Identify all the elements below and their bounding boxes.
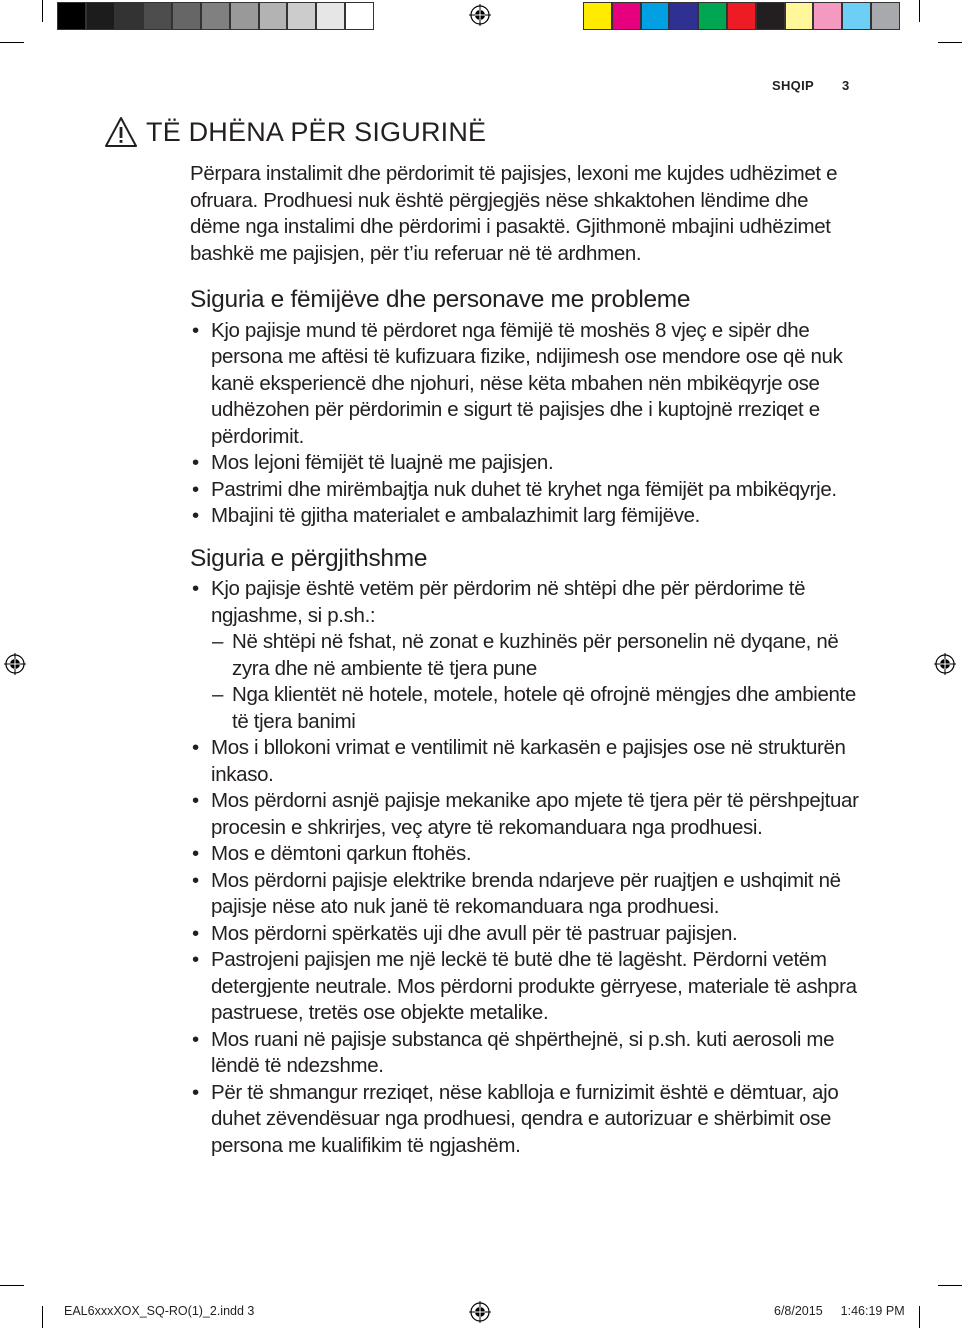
gray-swatch-3 (115, 2, 144, 30)
general-safety-heading: Siguria e përgjithshme (190, 544, 428, 572)
gray-swatch-8 (259, 2, 288, 30)
color-swatch-5 (698, 2, 727, 30)
safety-content (190, 161, 862, 1159)
list-item: • Për të shmangur rreziqet, nëse kablloja e furnizimit është e dëmtuar, ajo duhet zëvendësuar nga prodhuesi, qendra e autorizuar e shërbimit ose persona me kualifikim të ngjashëm. (190, 1080, 862, 1160)
page-title: TË DHËNA PËR SIGURINË (146, 116, 487, 147)
crop-mark (919, 0, 920, 22)
language-label: SHQIP (772, 78, 814, 93)
footer-date: 6/8/2015 (774, 1304, 823, 1318)
list-item-text: Kjo pajisje është vetëm për përdorim në shtëpi dhe për përdorime të ngjashme, si p.sh.: (211, 577, 806, 627)
list-item: • Pastrimi dhe mirëmbajtja nuk duhet të kryhet nga fëmijët pa mbikëqyrje. (190, 477, 862, 504)
color-swatch-6 (727, 2, 756, 30)
gray-swatch-1 (57, 2, 86, 30)
color-swatch-3 (641, 2, 670, 30)
gray-swatch-11 (345, 2, 374, 30)
crop-mark (919, 1306, 920, 1328)
registration-mark-right (934, 653, 956, 675)
list-item: • Mbajini të gjitha materialet e ambalazhimit larg fëmijëve. (190, 503, 862, 530)
general-safety-list (190, 576, 862, 1159)
gray-swatch-10 (316, 2, 345, 30)
footer-filename: EAL6xxxXOX_SQ-RO(1)_2.indd 3 (64, 1304, 255, 1318)
list-item: • Mos përdorni asnjë pajisje mekanike apo mjete të tjera për të përshpejtuar procesin e shkrirjes, veç atyre të rekomanduara nga prodhuesi. (190, 788, 862, 841)
color-swatch-2 (612, 2, 641, 30)
crop-mark (938, 1285, 962, 1286)
crop-mark (0, 42, 24, 43)
color-swatch-7 (756, 2, 785, 30)
registration-mark-top (469, 4, 491, 26)
children-safety-list (190, 318, 862, 530)
gray-swatch-5 (172, 2, 201, 30)
color-swatch-8 (785, 2, 814, 30)
list-item: • Pastrojeni pajisjen me një leckë të butë dhe të lagësht. Përdorni vetëm detergjente neutrale. Mos përdorni produkte gërryese, materiale të ashpra pastruese, tretës ose objekte metalike. (190, 947, 862, 1027)
gray-swatch-9 (287, 2, 316, 30)
list-item: • Mos përdorni spërkatës uji dhe avull për të pastruar pajisjen. (190, 921, 862, 948)
footer-time: 1:46:19 PM (840, 1304, 905, 1318)
sub-list-item: – Nga klientët në hotele, motele, hotele që ofrojnë mëngjes dhe ambiente të tjera banimi (211, 682, 862, 735)
list-item: • Mos i bllokoni vrimat e ventilimit në karkasën e pajisjes ose në strukturën inkaso. (190, 735, 862, 788)
section-title (104, 116, 486, 148)
grayscale-color-bar (57, 2, 374, 30)
sub-list (211, 629, 862, 735)
process-color-bar (583, 2, 900, 30)
color-swatch-11 (871, 2, 900, 30)
crop-mark (0, 1285, 24, 1286)
crop-mark (938, 42, 962, 43)
gray-swatch-7 (230, 2, 259, 30)
crop-mark (42, 1306, 43, 1328)
page-number: 3 (841, 78, 850, 93)
running-header (772, 78, 850, 93)
list-item: • Mos e dëmtoni qarkun ftohës. (190, 841, 862, 868)
color-swatch-9 (813, 2, 842, 30)
footer-timestamp (774, 1304, 905, 1318)
color-swatch-1 (583, 2, 612, 30)
warning-triangle-icon (104, 116, 138, 148)
sub-list-item: – Në shtëpi në fshat, në zonat e kuzhinës për personelin në dyqane, në zyra dhe në ambiente të tjera pune (211, 629, 862, 682)
list-item: • Mos ruani në pajisje substanca që shpërthejnë, si p.sh. kuti aerosoli me lëndë të ndezshme. (190, 1027, 862, 1080)
list-item: • Mos përdorni pajisje elektrike brenda ndarjeve për ruajtjen e ushqimit në pajisje nëse ato nuk janë të rekomanduara nga prodhuesi. (190, 868, 862, 921)
color-swatch-4 (669, 2, 698, 30)
crop-mark (42, 0, 43, 22)
children-safety-heading: Siguria e fëmijëve dhe personave me probleme (190, 286, 691, 313)
registration-mark-left (4, 653, 26, 675)
list-item: • Kjo pajisje mund të përdoret nga fëmijë të moshës 8 vjeç e sipër dhe persona me aftësi të kufizuara fizike, ndijimesh ose mendore ose që nuk kanë eksperiencë dhe njohuri, nëse këta mbahen nën mbikëqyrje ose udhëzohen për përdorimin e sigurt të pajisjes dhe i kuptojnë rreziqet e përdorimit. (190, 318, 862, 451)
intro-paragraph: Përpara instalimit dhe përdorimit të pajisjes, lexoni me kujdes udhëzimet e ofruara. Prodhuesi nuk është përgjegjës nëse shkaktohen lëndime dhe dëme nga instalimi dhe përdorimi i pasaktë. Gjithmonë mbajini udhëzimet bashkë me pajisjen, për t’iu referuar në të ardhmen. (190, 162, 838, 265)
gray-swatch-2 (86, 2, 115, 30)
list-item (190, 576, 862, 735)
list-item: • Mos lejoni fëmijët të luajnë me pajisjen. (190, 450, 862, 477)
color-swatch-10 (842, 2, 871, 30)
gray-swatch-4 (143, 2, 172, 30)
registration-mark-bottom (469, 1301, 491, 1323)
gray-swatch-6 (201, 2, 230, 30)
